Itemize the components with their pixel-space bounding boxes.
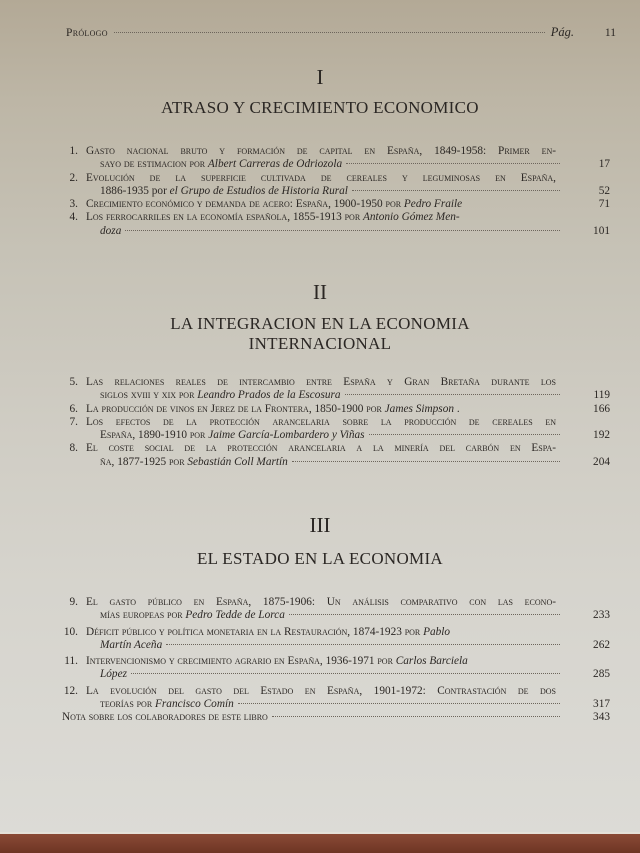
- entry-title-cont: teorías por: [100, 698, 155, 711]
- page-number: 11: [604, 27, 616, 39]
- table-surface: [0, 834, 640, 853]
- toc-section-1: [56, 145, 610, 238]
- entry-page: 119: [593, 389, 610, 402]
- entry-page: 17: [598, 158, 610, 171]
- entry-number: 8.: [69, 442, 78, 455]
- part-title: [0, 314, 640, 354]
- entry-author: Pablo: [423, 625, 451, 638]
- entry-title: Déficit público y política monetaria en la Restauración, 1874-1923 por: [86, 625, 424, 638]
- dot-leader: [289, 614, 560, 615]
- entry-title: La producción de vinos en Jerez de la Frontera, 1850-1900 por: [86, 402, 385, 415]
- toc-section-2: [56, 376, 610, 469]
- entry-number: 6.: [69, 402, 78, 415]
- part-title-line: INTERNACIONAL: [248, 334, 392, 353]
- entry-author: James Simpson: [384, 402, 454, 415]
- entry-page: 52: [598, 184, 610, 197]
- entry-page: 166: [593, 402, 610, 415]
- entry-number: 3.: [69, 198, 78, 211]
- part-title-line: ATRASO Y CRECIMIENTO ECONOMICO: [161, 98, 479, 117]
- dot-leader: [238, 703, 560, 704]
- entry-number: 2.: [69, 171, 78, 184]
- dot-leader: [125, 230, 560, 231]
- entry-title: Gasto nacional bruto y formación de capital en España, 1849-1958: Primer en-: [86, 145, 556, 157]
- entry-page: 285: [593, 668, 610, 681]
- entry-author: Sebastián Coll Martín: [187, 455, 288, 468]
- dot-leader: [345, 394, 560, 395]
- entry-title: El gasto público en España, 1875-1906: Un análisis comparativo con las econo-: [86, 596, 556, 608]
- entry-number: 12.: [63, 684, 78, 697]
- entry-author: Francisco Comín: [155, 698, 234, 711]
- entry-author: el Grupo de Estudios de Historia Rural: [169, 184, 348, 197]
- entry-title: El coste social de la protección arancelaria a la minería del carbón en Espa-: [86, 442, 556, 455]
- entry-page: 101: [593, 224, 610, 237]
- entry-author-cont: López: [100, 668, 127, 681]
- toc-entry: [56, 172, 610, 199]
- entry-number: 5.: [69, 376, 78, 388]
- toc-entry: [56, 596, 610, 623]
- dot-leader: [272, 716, 560, 717]
- entry-page: 71: [598, 198, 610, 211]
- entry-title-cont: siglos xviii y xix por: [100, 389, 198, 402]
- entry-title: Las relaciones reales de intercambio entre España y Gran Bretaña durante los: [86, 376, 556, 388]
- entry-title: Los efectos de la protección arancelaria sobre la producción de cereales en: [86, 415, 556, 428]
- part-title-line: LA INTEGRACION EN LA ECONOMIA: [170, 314, 470, 333]
- entry-title: Los ferrocarriles en la economía española, 1855-1913 por: [86, 211, 363, 224]
- note-label: Nota sobre los colaboradores de este libro: [62, 711, 268, 724]
- entry-author: Pedro Tedde de Lorca: [185, 609, 285, 622]
- entry-number: 9.: [69, 596, 78, 608]
- toc-entry: [56, 655, 610, 682]
- entry-title: Intervencionismo y crecimiento agrario en España, 1936-1971 por: [86, 655, 396, 668]
- part-title: [0, 549, 640, 569]
- dot-leader: [369, 434, 560, 435]
- entry-title-cont: 1886-1935 por: [100, 184, 170, 197]
- toc-entry: [56, 198, 610, 211]
- part-numeral: III: [309, 513, 331, 537]
- entry-page: 233: [593, 609, 610, 622]
- entry-title-cont: sayo de estimacion por: [100, 158, 208, 171]
- dot-leader: [114, 32, 545, 33]
- part-title: [0, 98, 640, 118]
- entry-title: Crecimiento económico y demanda de acero: España, 1900-1950 por: [86, 198, 404, 211]
- entry-page: 343: [593, 711, 610, 724]
- entry-author: Carlos Barciela: [395, 655, 468, 668]
- entry-author-cont: Martín Aceña: [100, 638, 163, 651]
- entry-title-cont: España, 1890-1910 por: [100, 429, 209, 442]
- toc-entry: [56, 685, 610, 712]
- entry-author: Antonio Gómez Men-: [363, 211, 460, 224]
- entry-number: 7.: [69, 415, 78, 428]
- toc-prologue-row: [66, 25, 616, 40]
- toc-entry: [56, 442, 610, 469]
- part-numeral: I: [316, 65, 324, 89]
- entry-author: Pedro Fraile: [403, 198, 463, 211]
- entry-title-cont: ña, 1877-1925 por: [100, 455, 188, 468]
- toc-entry: [56, 416, 610, 443]
- toc-entry: 6. La producción de vinos en Jerez de la Frontera, 1850-1900 por James Simpson . 166: [56, 403, 610, 416]
- entry-number: 4.: [69, 211, 78, 224]
- dot-leader: [346, 163, 560, 164]
- page-header-label: Pág.: [550, 25, 574, 39]
- entry-page: 192: [593, 429, 610, 442]
- toc-section-3: [56, 596, 610, 725]
- entry-title-cont: mías europeas por: [100, 609, 186, 622]
- entry-number: 11.: [64, 655, 78, 668]
- toc-entry: [56, 211, 610, 238]
- toc-note-row: [62, 711, 610, 724]
- dot-leader: [166, 644, 560, 645]
- entry-page: 317: [593, 698, 610, 711]
- prologue-label: Prólogo: [66, 27, 108, 39]
- part-numeral: II: [313, 280, 327, 304]
- entry-author: Leandro Prados de la Escosura: [197, 389, 341, 402]
- toc-entry: [56, 145, 610, 172]
- toc-entry: [56, 626, 610, 653]
- entry-author: Jaime García-Lombardero y Viñas: [208, 429, 365, 442]
- entry-author: Albert Carreras de Odriozola: [207, 158, 343, 171]
- part-title-line: EL ESTADO EN LA ECONOMIA: [196, 549, 444, 568]
- entry-title: La evolución del gasto del Estado en España, 1901-1972: Contrastación de dos: [86, 684, 556, 697]
- dot-leader: [131, 673, 560, 674]
- entry-number: 1.: [69, 145, 78, 157]
- entry-page: 262: [593, 638, 610, 651]
- entry-page: 204: [593, 455, 610, 468]
- entry-number: 10.: [63, 625, 78, 638]
- entry-title: Evolución de la superficie cultivada de cereales y leguminosas en España,: [86, 171, 556, 184]
- dot-leader: [292, 461, 560, 462]
- dot-leader: [352, 190, 560, 191]
- toc-entry: [56, 376, 610, 403]
- entry-author-cont: doza: [100, 224, 122, 237]
